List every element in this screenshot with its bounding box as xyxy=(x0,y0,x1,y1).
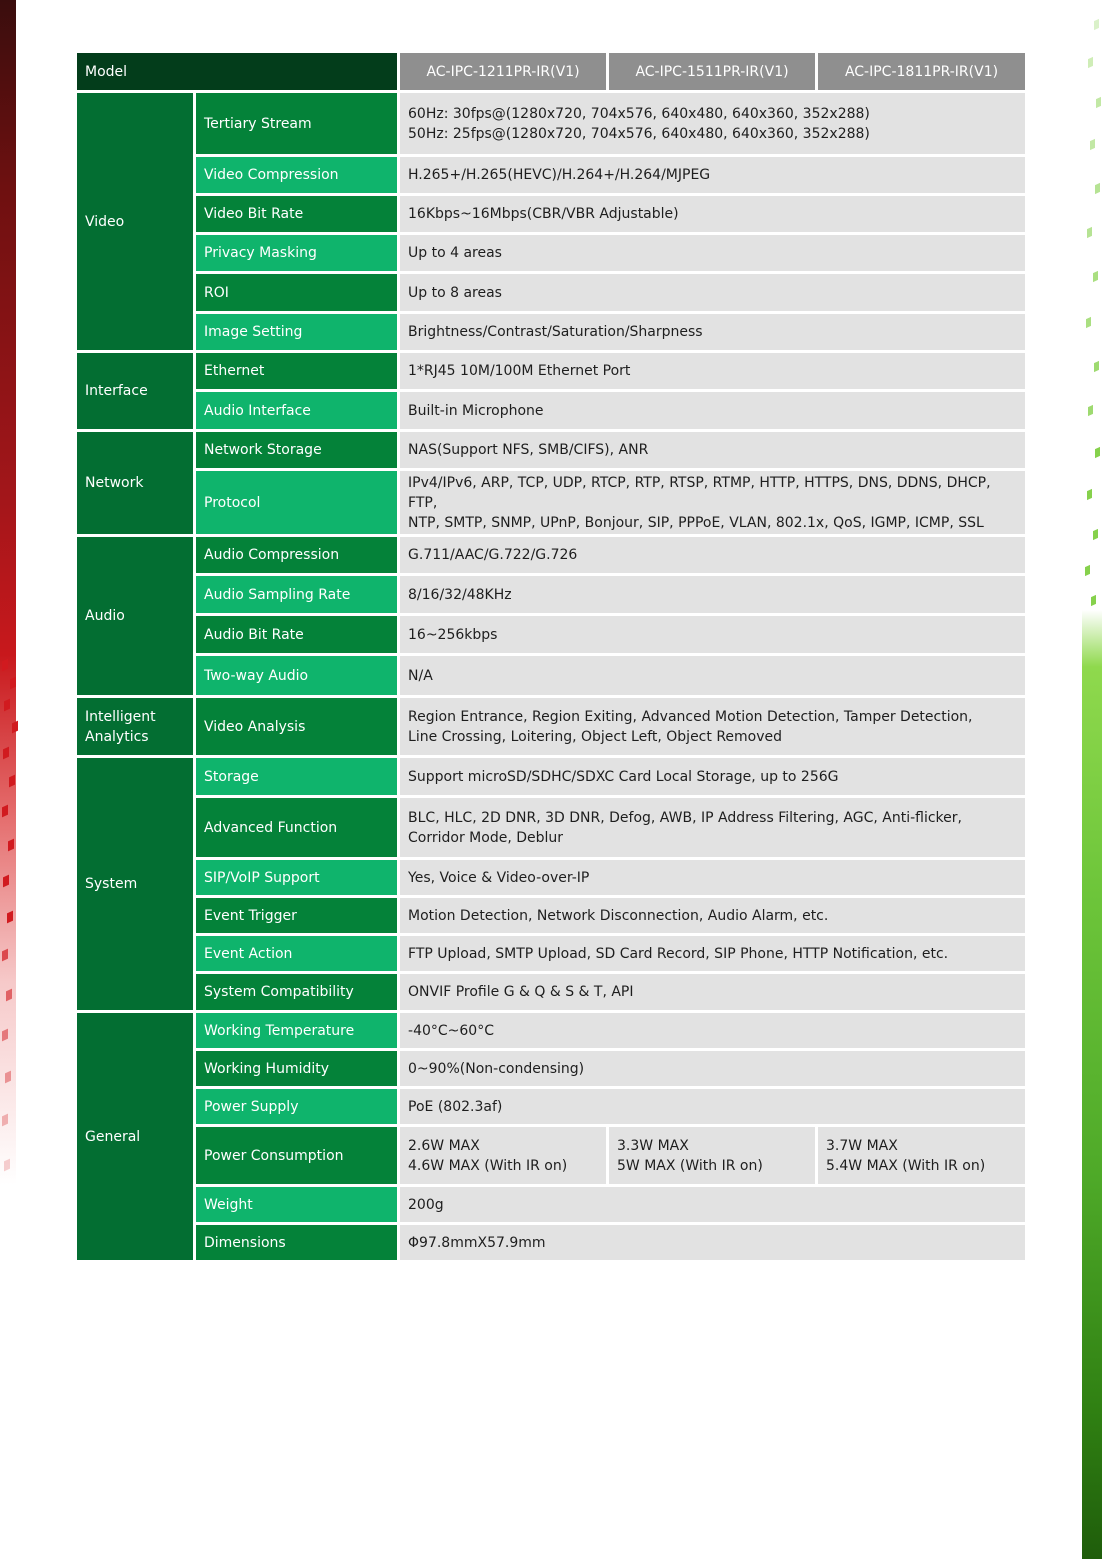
row-value-video-compression: H.265+/H.265(HEVC)/H.264+/H.264/MJPEG xyxy=(399,156,1027,195)
row-label-power-consumption: Power Consumption xyxy=(195,1126,399,1186)
table-row xyxy=(76,536,1027,575)
row-label-power-supply: Power Supply xyxy=(195,1088,399,1126)
row-value-two-way-audio: N/A xyxy=(399,655,1027,697)
table-row xyxy=(76,859,1027,897)
row-label-working-temperature: Working Temperature xyxy=(195,1012,399,1050)
row-label-privacy-masking: Privacy Masking xyxy=(195,234,399,273)
row-value-network-storage: NAS(Support NFS, SMB/CIFS), ANR xyxy=(399,431,1027,470)
row-value-privacy-masking: Up to 4 areas xyxy=(399,234,1027,273)
table-row xyxy=(76,897,1027,935)
row-label-working-humidity: Working Humidity xyxy=(195,1050,399,1088)
row-value-audio-interface: Built-in Microphone xyxy=(399,391,1027,431)
table-header-row xyxy=(76,52,1027,92)
row-label-event-trigger: Event Trigger xyxy=(195,897,399,935)
row-value-working-humidity: 0~90%(Non-condensing) xyxy=(399,1050,1027,1088)
row-value-sip-voip: Yes, Voice & Video-over-IP xyxy=(399,859,1027,897)
row-label-video-bit-rate: Video Bit Rate xyxy=(195,195,399,234)
row-label-storage: Storage xyxy=(195,757,399,797)
row-value-audio-bit-rate: 16~256kbps xyxy=(399,615,1027,655)
advanced-function-text: BLC, HLC, 2D DNR, 3D DNR, Defog, AWB, IP Address Filtering, AGC, Anti-flicker, Corridor Mode, Deblur xyxy=(408,809,962,846)
row-label-audio-compression: Audio Compression xyxy=(195,536,399,575)
table-row xyxy=(76,655,1027,697)
row-value-working-temperature: -40°C~60°C xyxy=(399,1012,1027,1050)
spec-table xyxy=(74,50,1028,1263)
table-row xyxy=(76,431,1027,470)
row-label-protocol: Protocol xyxy=(195,470,399,536)
row-value-roi: Up to 8 areas xyxy=(399,273,1027,313)
power-consumption-2-text: 3.3W MAX 5W MAX (With IR on) xyxy=(617,1137,763,1174)
row-value-power-consumption-2 xyxy=(608,1126,817,1186)
table-row xyxy=(76,575,1027,615)
row-value-system-compatibility: ONVIF Profile G & Q & S & T, API xyxy=(399,973,1027,1012)
row-label-tertiary-stream: Tertiary Stream xyxy=(195,92,399,156)
table-row xyxy=(76,156,1027,195)
row-value-weight: 200g xyxy=(399,1186,1027,1224)
table-row xyxy=(76,1126,1027,1186)
group-system: System xyxy=(76,757,195,1012)
row-label-ethernet: Ethernet xyxy=(195,352,399,391)
group-video: Video xyxy=(76,92,195,352)
table-row xyxy=(76,935,1027,973)
row-label-video-analysis: Video Analysis xyxy=(195,697,399,757)
row-label-two-way-audio: Two-way Audio xyxy=(195,655,399,697)
row-value-event-action: FTP Upload, SMTP Upload, SD Card Record, SIP Phone, HTTP Notification, etc. xyxy=(399,935,1027,973)
table-row xyxy=(76,1088,1027,1126)
table-row xyxy=(76,234,1027,273)
table-row xyxy=(76,1012,1027,1050)
model-name-2: AC-IPC-1511PR-IR(V1) xyxy=(608,52,817,92)
row-label-audio-interface: Audio Interface xyxy=(195,391,399,431)
row-value-image-setting: Brightness/Contrast/Saturation/Sharpness xyxy=(399,313,1027,352)
row-label-network-storage: Network Storage xyxy=(195,431,399,470)
row-value-advanced-function xyxy=(399,797,1027,859)
model-name-3: AC-IPC-1811PR-IR(V1) xyxy=(817,52,1027,92)
group-interface: Interface xyxy=(76,352,195,431)
group-audio: Audio xyxy=(76,536,195,697)
right-decorative-strip xyxy=(1082,610,1102,1559)
row-value-power-supply: PoE (802.3af) xyxy=(399,1088,1027,1126)
row-label-roi: ROI xyxy=(195,273,399,313)
video-analysis-text: Region Entrance, Region Exiting, Advanced Motion Detection, Tamper Detection, Line Crossing, Loitering, Object Left, Object Removed xyxy=(408,708,973,745)
row-label-event-action: Event Action xyxy=(195,935,399,973)
power-consumption-3-text: 3.7W MAX 5.4W MAX (With IR on) xyxy=(826,1137,986,1174)
row-value-event-trigger: Motion Detection, Network Disconnection, Audio Alarm, etc. xyxy=(399,897,1027,935)
row-value-video-analysis xyxy=(399,697,1027,757)
row-label-audio-bit-rate: Audio Bit Rate xyxy=(195,615,399,655)
table-row xyxy=(76,973,1027,1012)
row-label-sip-voip: SIP/VoIP Support xyxy=(195,859,399,897)
row-value-audio-sampling-rate: 8/16/32/48KHz xyxy=(399,575,1027,615)
row-value-power-consumption-1 xyxy=(399,1126,608,1186)
row-value-power-consumption-3 xyxy=(817,1126,1027,1186)
table-row xyxy=(76,757,1027,797)
power-consumption-1-text: 2.6W MAX 4.6W MAX (With IR on) xyxy=(408,1137,568,1174)
row-label-system-compatibility: System Compatibility xyxy=(195,973,399,1012)
row-value-storage: Support microSD/SDHC/SDXC Card Local Storage, up to 256G xyxy=(399,757,1027,797)
model-name-1: AC-IPC-1211PR-IR(V1) xyxy=(399,52,608,92)
row-value-video-bit-rate: 16Kbps~16Mbps(CBR/VBR Adjustable) xyxy=(399,195,1027,234)
row-label-dimensions: Dimensions xyxy=(195,1224,399,1262)
row-value-protocol xyxy=(399,470,1027,536)
table-row xyxy=(76,470,1027,536)
group-network: Network xyxy=(76,431,195,536)
row-value-dimensions: Φ97.8mmX57.9mm xyxy=(399,1224,1027,1262)
table-row xyxy=(76,615,1027,655)
table-row xyxy=(76,391,1027,431)
row-value-audio-compression: G.711/AAC/G.722/G.726 xyxy=(399,536,1027,575)
protocol-text: IPv4/IPv6, ARP, TCP, UDP, RTCP, RTP, RTSP, RTMP, HTTP, HTTPS, DNS, DDNS, DHCP, FTP, NTP, SMTP, SNMP, UPnP, Bonjour, SIP, PPPoE, VLAN, 802.1x, QoS, IGMP, ICMP, SSL xyxy=(408,474,991,531)
row-value-ethernet: 1*RJ45 10M/100M Ethernet Port xyxy=(399,352,1027,391)
group-general: General xyxy=(76,1012,195,1262)
row-label-video-compression: Video Compression xyxy=(195,156,399,195)
table-row xyxy=(76,1050,1027,1088)
row-label-audio-sampling-rate: Audio Sampling Rate xyxy=(195,575,399,615)
row-label-weight: Weight xyxy=(195,1186,399,1224)
row-label-advanced-function: Advanced Function xyxy=(195,797,399,859)
table-row xyxy=(76,352,1027,391)
model-label: Model xyxy=(76,52,399,92)
table-row xyxy=(76,1224,1027,1262)
row-label-image-setting: Image Setting xyxy=(195,313,399,352)
table-row xyxy=(76,313,1027,352)
table-row xyxy=(76,797,1027,859)
table-row xyxy=(76,1186,1027,1224)
group-intelligent-analytics xyxy=(76,697,195,757)
table-row xyxy=(76,273,1027,313)
intelligent-analytics-text: Intelligent Analytics xyxy=(85,708,156,745)
table-row xyxy=(76,92,1027,156)
row-value-tertiary-stream xyxy=(399,92,1027,156)
table-row xyxy=(76,195,1027,234)
tertiary-stream-text: 60Hz: 30fps@(1280x720, 704x576, 640x480, 640x360, 352x288) 50Hz: 25fps@(1280x720, 704x576, 640x480, 640x360, 352x288) xyxy=(408,105,870,142)
table-row xyxy=(76,697,1027,757)
